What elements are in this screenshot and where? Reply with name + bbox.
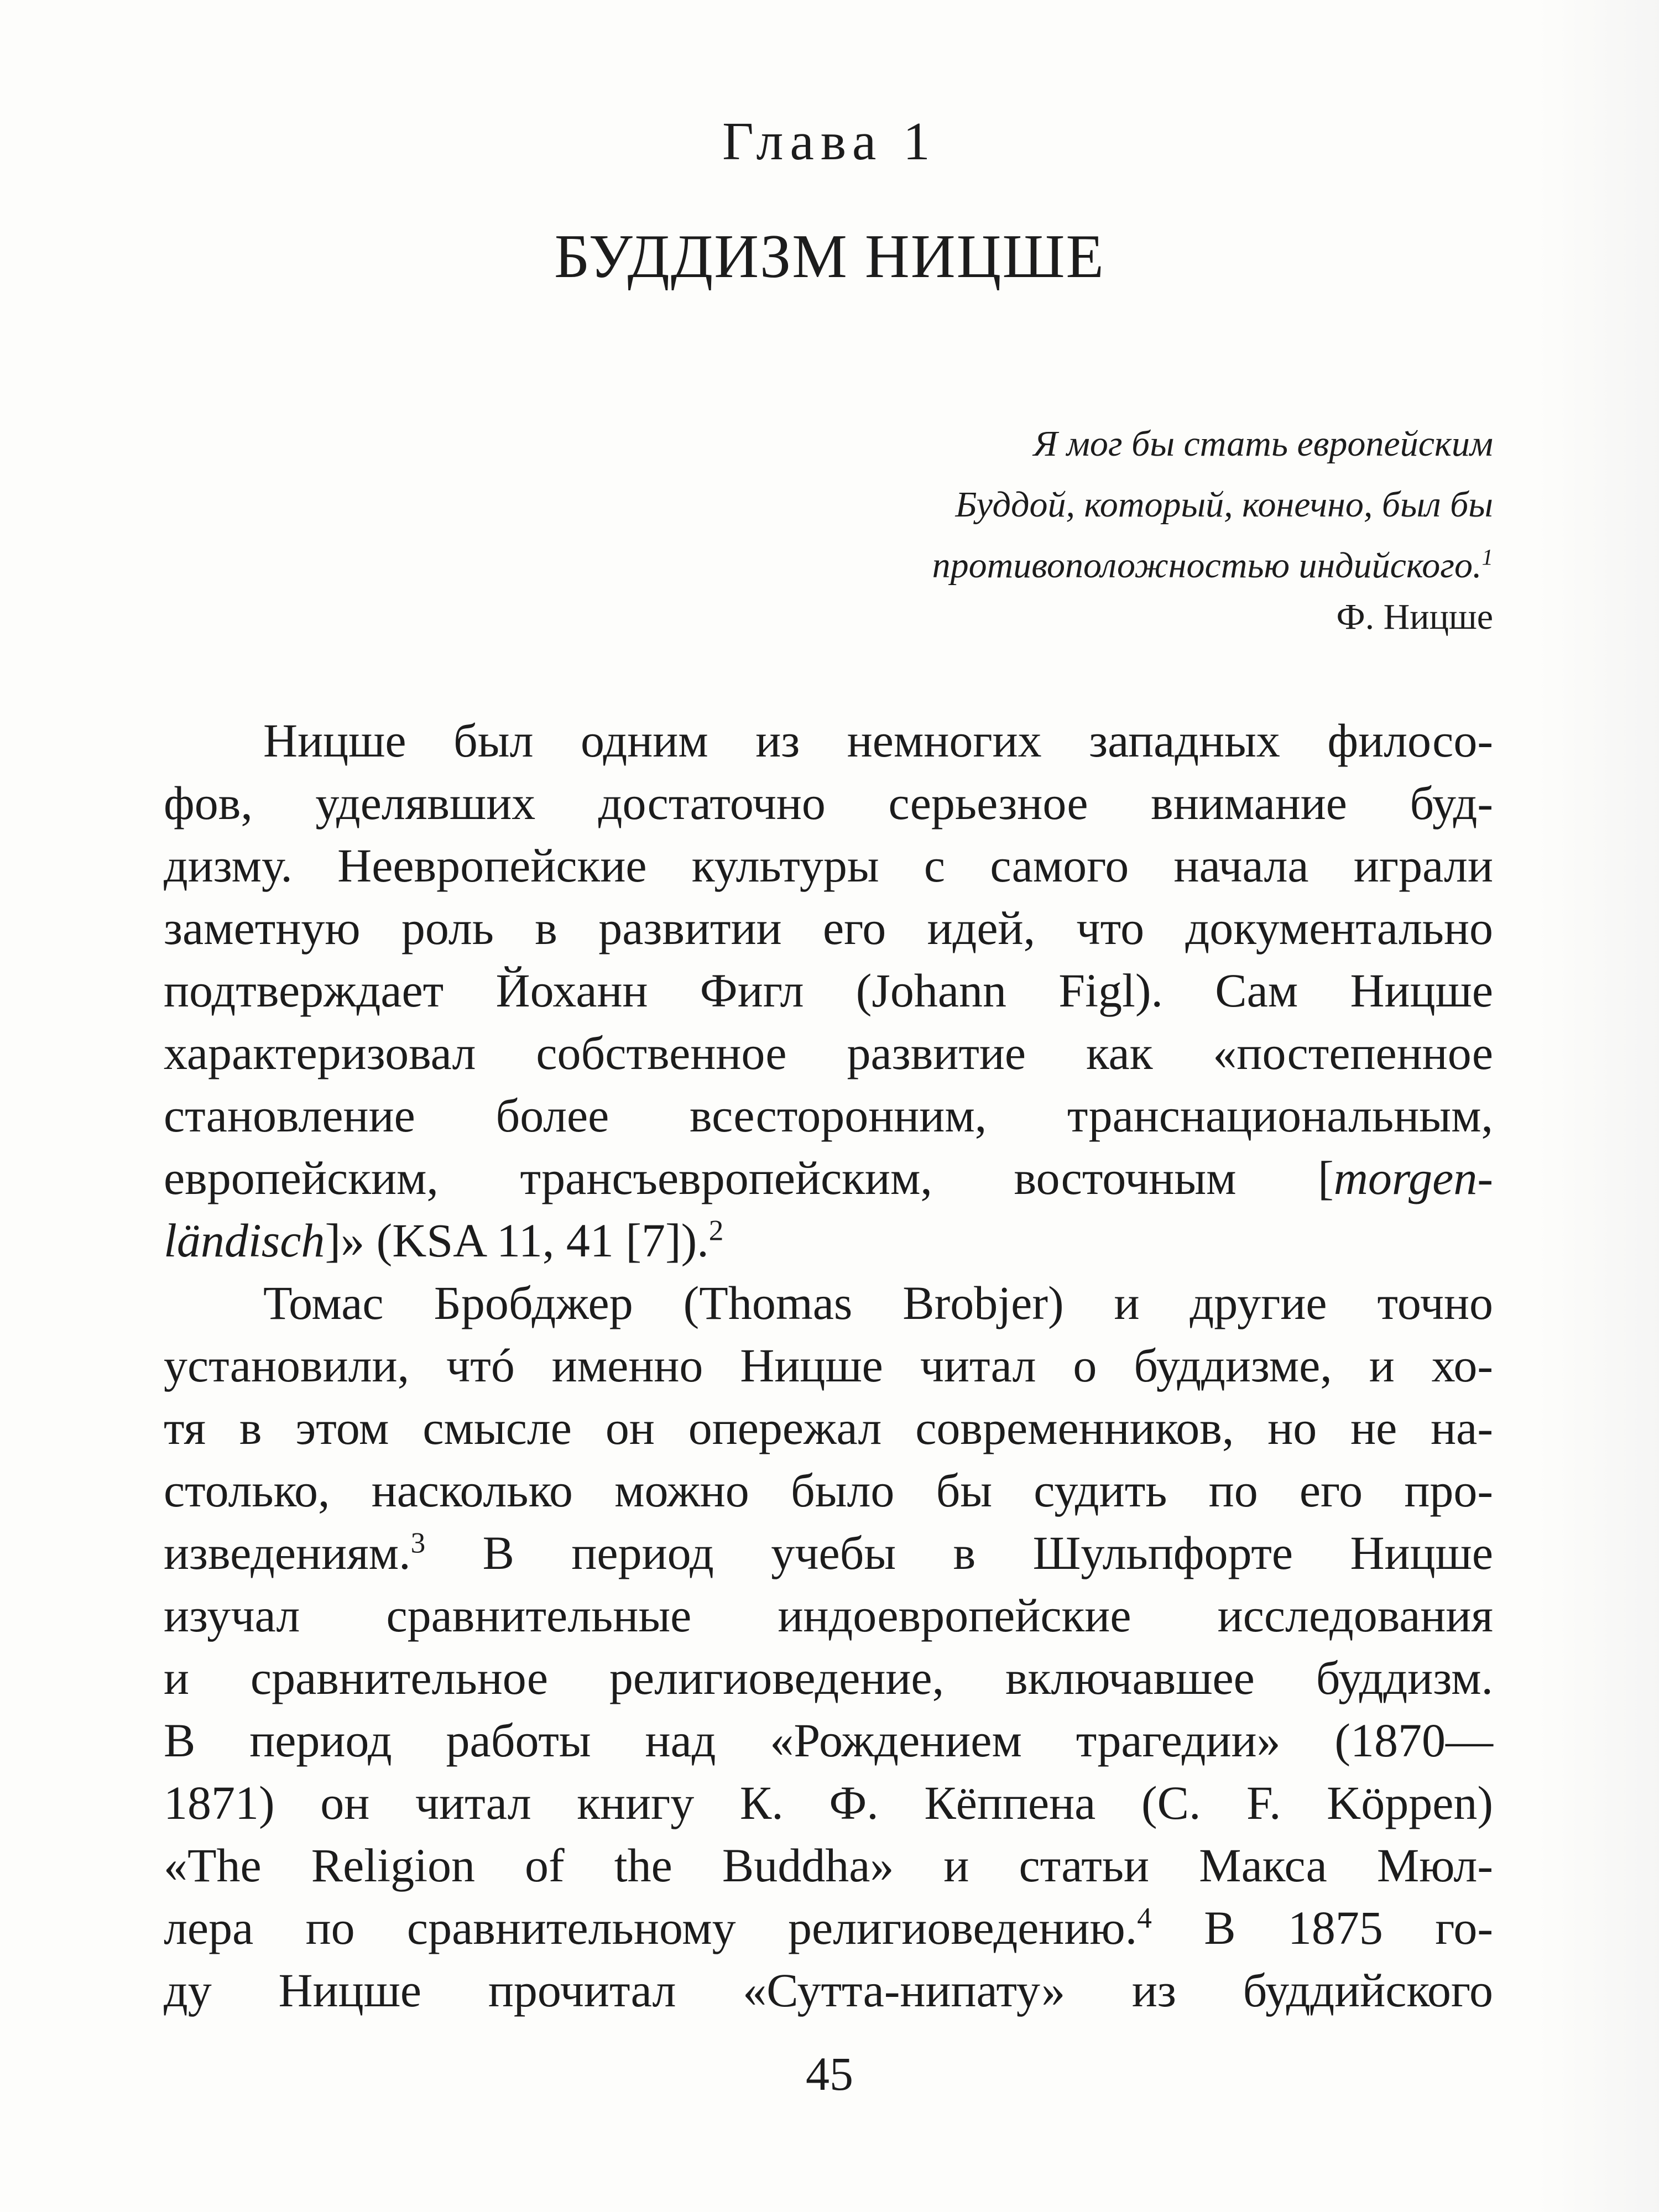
- epigraph-line: [664, 535, 1493, 596]
- epigraph-line: Буддой, который, конечно, был бы: [955, 484, 1493, 525]
- text-fragment: лера по сравнительному религиоведению.: [164, 1901, 1138, 1954]
- text-line: [164, 1209, 1493, 1272]
- text-fragment: изведениям.: [164, 1526, 411, 1579]
- chapter-label: Глава 1: [722, 112, 937, 171]
- text-line: Томас Бробджер (Thomas Brobjer) и другие точно: [263, 1276, 1493, 1329]
- page-number: 45: [806, 2047, 853, 2100]
- chapter-title: БУДДИЗМ НИЦШЕ: [554, 222, 1105, 291]
- text-line: дизму. Неевропейские культуры с самого начала играли: [164, 839, 1493, 892]
- text-line: столько, насколько можно было бы судить по его про-: [164, 1464, 1493, 1517]
- text-fragment: В 1875 го-: [1151, 1901, 1493, 1954]
- text-line: характеризовал собственное развитие как «постепенное: [164, 1026, 1493, 1079]
- text-fragment: В период учебы в Шульпфорте Ницше: [425, 1526, 1493, 1579]
- epigraph-line-text: противоположностью индийского.: [932, 545, 1482, 586]
- text-line: ду Ницше прочитал «Сутта-нипату» из буддийского: [164, 1964, 1493, 2017]
- text-fragment: европейским, трансъевропейским, восточным [: [164, 1151, 1334, 1204]
- text-line: 1871) он читал книгу К. Ф. Кёппена (C. F. Köppen): [164, 1776, 1493, 1829]
- text-line: В период работы над «Рождением трагедии» (1870—: [164, 1714, 1493, 1767]
- text-line: [164, 1147, 1493, 1209]
- text-line: установили, чтó именно Ницше читал о буддизме, и хо-: [164, 1339, 1493, 1392]
- text-line: изучал сравнительные индоевропейские исследования: [164, 1589, 1493, 1642]
- text-line: Ницше был одним из немногих западных филосо-: [263, 714, 1493, 767]
- footnote-marker: 4: [1137, 1901, 1152, 1934]
- footnote-marker: 1: [1481, 545, 1493, 570]
- text-line: и сравнительное религиоведение, включавшее буддизм.: [164, 1651, 1493, 1704]
- text-line: подтверждает Йоханн Фигл (Johann Figl). Сам Ницше: [164, 964, 1493, 1017]
- text-fragment: ]» (KSA 11, 41 [7]).: [325, 1214, 709, 1267]
- epigraph: [664, 414, 1493, 596]
- epigraph-line: Я мог бы стать европейским: [1033, 424, 1493, 464]
- footnote-marker: 2: [708, 1213, 724, 1247]
- text-line: тя в этом смысле он опережал современников, но не на-: [164, 1401, 1493, 1454]
- epigraph-author: Ф. Ницше: [1336, 597, 1493, 637]
- text-line: становление более всесторонним, транснациональным,: [164, 1089, 1493, 1142]
- body-text: [164, 709, 1493, 2022]
- italic-term: morgen-: [1333, 1151, 1493, 1204]
- text-line: «The Religion of the Buddha» и статьи Макса Мюл-: [164, 1839, 1493, 1892]
- text-line: фов, уделявших достаточно серьезное внимание буд-: [164, 776, 1493, 830]
- text-line: [164, 1522, 1493, 1584]
- italic-term: ländisch: [164, 1214, 325, 1267]
- text-line: заметную роль в развитии его идей, что документально: [164, 901, 1493, 954]
- text-line: [164, 1897, 1493, 1959]
- page-edge-shadow: [1537, 0, 1659, 2212]
- footnote-marker: 3: [410, 1526, 426, 1559]
